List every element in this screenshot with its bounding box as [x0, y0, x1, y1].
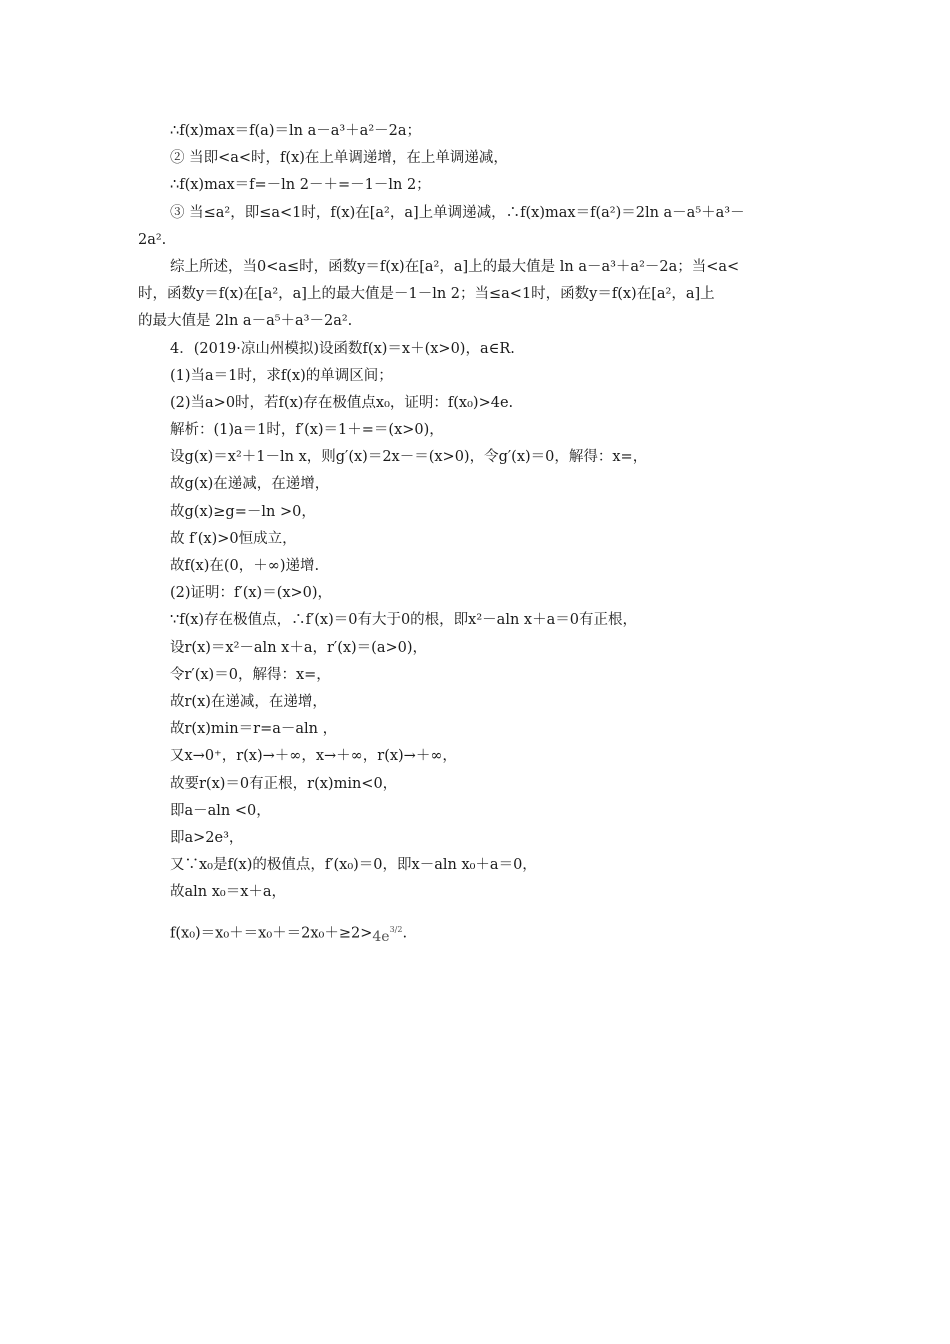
formula-base: 4e [372, 929, 390, 946]
text-line: ∴f(x)max＝f(a)＝ln a－a³＋a²－2a； [170, 123, 421, 139]
text-line: 4．(2019·凉山州模拟)设函数f(x)＝x＋(x>0)，a∈R. [170, 340, 515, 357]
text-line: 故g(x)≥g=－ln >0， [170, 503, 316, 520]
text-line: 又x→0⁺，r(x)→＋∞，x→＋∞，r(x)→＋∞， [170, 748, 457, 765]
text-line: 设r(x)＝x²－aln x＋a，r′(x)＝(a>0)， [170, 639, 428, 656]
text-line: (2)证明：f′(x)＝(x>0)， [170, 585, 333, 602]
text-line: 故r(x)在递减，在递增， [170, 693, 327, 710]
text-line: 2a². [138, 231, 167, 248]
text-line: ∴f(x)max＝f=－ln 2－＋=－1－ln 2； [170, 177, 431, 194]
final-equation-line [138, 912, 818, 948]
text-line: 令r′(x)＝0，解得：x=， [170, 666, 331, 683]
text-line: (2)当a>0时，若f(x)存在极值点x₀，证明：f(x₀)>4e. [170, 394, 514, 411]
formula-image [372, 912, 402, 955]
document-body [138, 118, 818, 948]
text-line: 时，函数y＝f(x)在[a²，a]上的最大值是－1－ln 2；当≤a<1时，函数y＝f(x)在[a²，a]上 [138, 286, 715, 303]
text-line: ③ 当≤a²，即≤a<1时，f(x)在[a²，a]上单调递减，∴f(x)max＝f(a²)＝2ln a－a⁵＋a³－ [170, 204, 745, 221]
text-line: (1)当a＝1时，求f(x)的单调区间； [170, 367, 393, 384]
text-line: 解析：(1)a＝1时，f′(x)＝1＋=＝(x>0)， [170, 422, 444, 439]
text-line: 综上所述，当0<a≤时，函数y＝f(x)在[a²，a]上的最大值是 ln a－a³＋a²－2a；当<a< [170, 258, 740, 275]
text-line: 即a>2e³， [170, 829, 244, 846]
final-period: . [402, 925, 408, 942]
text-line: 故f(x)在(0，＋∞)递增. [170, 558, 320, 574]
text-line: 故r(x)min＝r=a－aln ， [170, 721, 338, 738]
text-line: 故要r(x)＝0有正根，r(x)min<0， [170, 775, 398, 792]
text-line: 又∵x₀是f(x)的极值点，f′(x₀)＝0，即x－aln x₀＋a＝0， [170, 857, 537, 874]
text-line: ∵f(x)存在极值点，∴f′(x)＝0有大于0的根，即x²－aln x＋a＝0有正根， [170, 612, 637, 629]
text-line: 故 f′(x)>0恒成立， [170, 530, 297, 547]
text-line: 故g(x)在递减，在递增， [170, 476, 330, 493]
text-line: 故aln x₀＝x＋a， [170, 884, 287, 901]
text-line: 即a－aln <0， [170, 802, 271, 819]
text-line: 设g(x)＝x²＋1－ln x，则g′(x)＝2x－＝(x>0)，令g′(x)＝0，解得：x=， [170, 449, 648, 466]
text-line: 的最大值是 2ln a－a⁵＋a³－2a². [138, 313, 353, 330]
text-line: ② 当即<a<时，f(x)在上单调递增，在上单调递减， [170, 150, 508, 167]
final-equation-text: f(x₀)＝x₀＋＝x₀＋＝2x₀＋≥2> [170, 925, 373, 942]
formula-exponent: 3/2 [389, 925, 403, 935]
